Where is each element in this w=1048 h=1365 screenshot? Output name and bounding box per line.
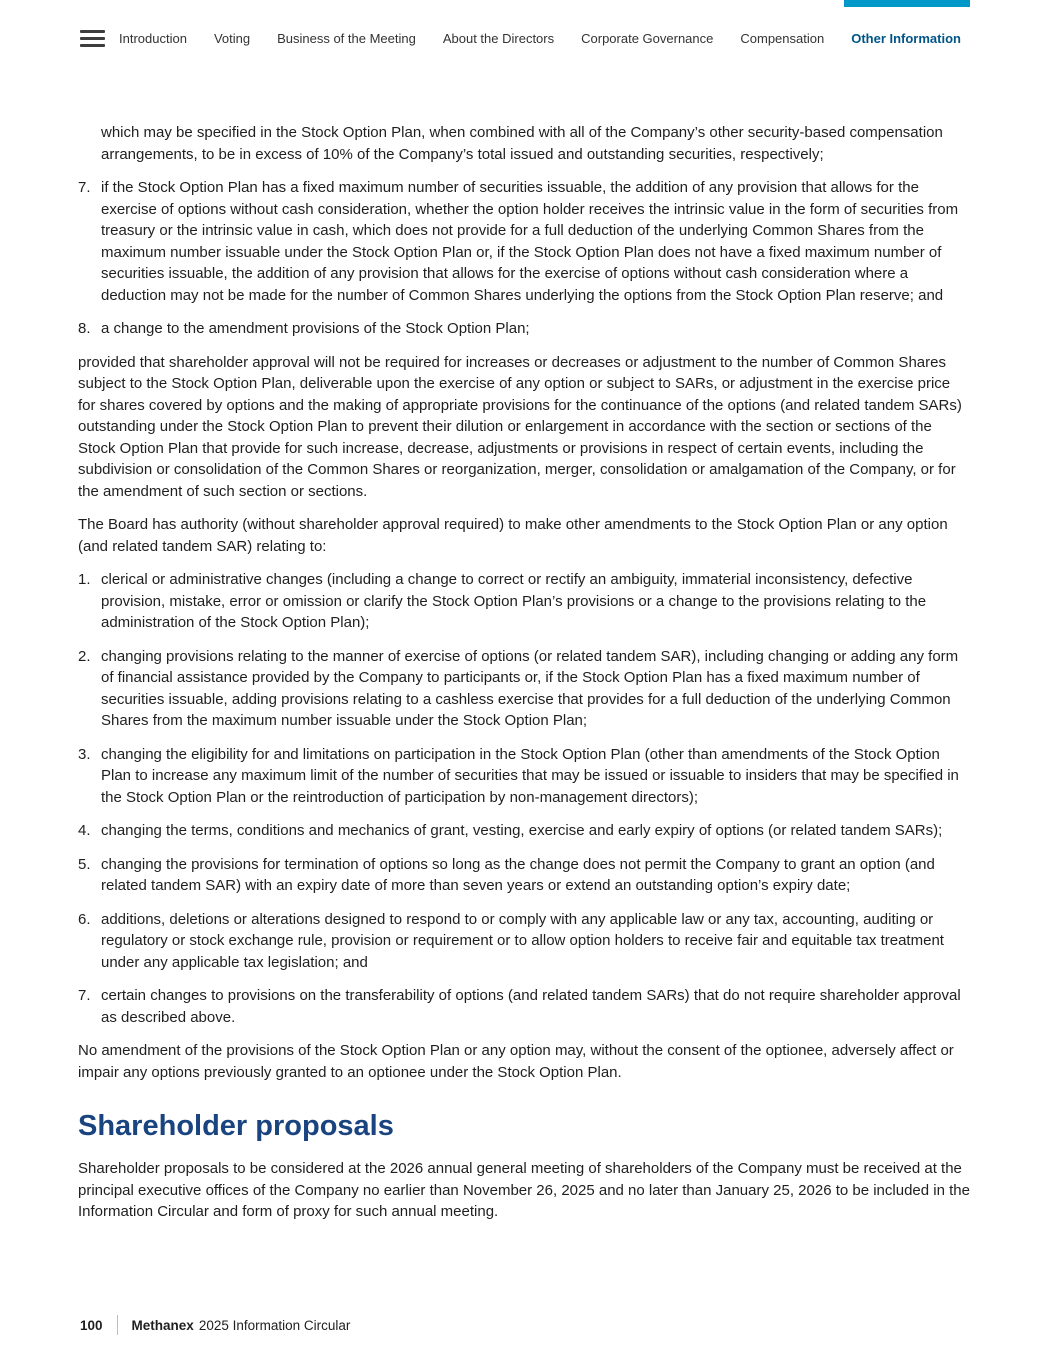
- nav-item-introduction[interactable]: Introduction: [119, 31, 187, 46]
- footer-divider: [117, 1315, 118, 1335]
- nav-item-about-the-directors[interactable]: About the Directors: [442, 31, 555, 46]
- list-item-text: additions, deletions or alterations designed to respond to or comply with any applicable law or any tax, accounting, auditing or regulatory or stock exchange rule, provision or requirement or to allow option holders to receive fair and equitable tax treatment under any applicable tax legislation; and: [101, 910, 944, 971]
- list-item-text: changing the provisions for termination of options so long as the change does not permit the Company to grant an option (and related tandem SAR) with an expiry date of more than seven years or extend an outstanding option’s expiry date;: [101, 855, 935, 894]
- list-item-number: 7.: [78, 179, 91, 196]
- hamburger-menu-icon[interactable]: [80, 30, 105, 47]
- list-item-text: changing the eligibility for and limitations on participation in the Stock Option Plan (other than amendments of the Stock Option Plan to increase any maximum limit of the number of securities that may be issued or issuable to insiders that may be specified in the Stock Option Plan or the reintroduction of participation by non-management directors);: [101, 745, 959, 806]
- list-item-number: 4.: [78, 822, 91, 839]
- list-item-8-amendment: [78, 318, 971, 340]
- nav-item-business-of-the-meeting[interactable]: Business of the Meeting: [277, 31, 416, 46]
- list-item-number: 8.: [78, 320, 91, 337]
- list-item-number: 5.: [78, 855, 91, 873]
- nav-item-corporate-governance[interactable]: Corporate Governance: [581, 31, 714, 46]
- list-item-text: changing provisions relating to the manner of exercise of options (or related tandem SAR), including changing or adding any form of financial assistance provided by the Company to participants or, if the Stock Option Plan has a fixed maximum number of securities issuable, adding provisions relating to a cashless exercise that provides for a full deduction of the underlying Common Shares from the maximum number issuable under the Stock Option Plan;: [101, 647, 959, 729]
- list-item-5-termination: [78, 854, 971, 897]
- list-item-text: if the Stock Option Plan has a fixed maximum number of securities issuable, the addition of any provision that allows for the exercise of options without cash consideration, whether the option holder receives the intrinsic value in the form of securities from treasury or the intrinsic value in cash, which does not provide for a full deduction of the underlying Common Shares from the maximum number issuable under the Stock Option Plan or, if the Stock Option Plan does not have a fixed maximum number of securities issuable, the addition of any provision that allows for the exercise of options without cash consideration where a deduction may not be made for the number of Common Shares underlying the options from the Stock Option Plan reserve; and: [101, 179, 959, 304]
- document-title: 2025 Information Circular: [198, 1317, 351, 1333]
- list-item-text: clerical or administrative changes (including a change to correct or rectify an ambiguity, immaterial inconsistency, defective provision, mistake, error or omission or clarify the Stock Option Plan’s provisions or a change to the provisions relating to the administration of the Stock Option Plan);: [101, 571, 927, 631]
- list-item-text: certain changes to provisions on the transferability of options (and related tandem SARs) that do not require shareholder approval as described above.: [101, 987, 961, 1026]
- top-accent-bar: [844, 0, 970, 7]
- page-number: 100: [80, 1317, 103, 1333]
- list-item-text: changing the terms, conditions and mechanics of grant, vesting, exercise and early expiry of options (or related tandem SARs);: [101, 822, 943, 839]
- list-item-2-exercise-manner: [78, 646, 971, 732]
- list-item-number: 6.: [78, 910, 91, 928]
- nav-item-compensation[interactable]: Compensation: [740, 31, 825, 46]
- brand-name: Methanex: [131, 1317, 194, 1333]
- list-item-1-clerical: [78, 569, 971, 634]
- list-item-7-amendment: [78, 177, 971, 306]
- paragraph-board-authority: The Board has authority (without shareholder approval required) to make other amendments to the Stock Option Plan or any option (and related tandem SAR) relating to:: [78, 516, 948, 555]
- page-footer: [80, 1315, 350, 1335]
- list-item-text: a change to the amendment provisions of the Stock Option Plan;: [101, 320, 530, 337]
- paragraph-shareholder-proposals: Shareholder proposals to be considered at the 2026 annual general meeting of shareholders of the Company must be received at the principal executive offices of the Company no earlier than November 26, 2025 and no later than January 25, 2026 to be included in the Information Circular and form of proxy for such annual meeting.: [78, 1160, 970, 1220]
- list-item-number: 3.: [78, 745, 91, 763]
- list-item-7-transferability: [78, 985, 971, 1028]
- nav-item-voting[interactable]: Voting: [213, 31, 251, 46]
- nav-links: [119, 31, 961, 46]
- nav-item-other-information[interactable]: Other Information: [851, 31, 961, 46]
- page-content: [78, 122, 971, 1235]
- paragraph-provided-shareholder-approval: provided that shareholder approval will not be required for increases or decreases or adjustment to the number of Common Shares subject to the Stock Option Plan, deliverable upon the exercise of any option or subject to SARs, or adjustment in the exercise price for shares covered by options and the making of appropriate provisions for the continuance of the options (and related tandem SARs) outstanding under the Stock Option Plan to prevent their dilution or enlargement in accordance with the section or sections of the Stock Option Plan that provide for such increase, decrease, adjustments or provisions in respect of certain events, including the subdivision or consolidation of the Common Shares or reorganization, merger, consolidation or amalgamation of the Company, or for the amendment of such section or sections.: [78, 353, 962, 500]
- list-item-6-additions-deletions: [78, 909, 971, 974]
- top-navigation: [80, 30, 970, 47]
- list-item-number: 7.: [78, 987, 91, 1004]
- list-item-3-eligibility: [78, 744, 971, 809]
- list-item-4-terms-conditions: [78, 820, 971, 842]
- paragraph-securities-limit-continuation: which may be specified in the Stock Option Plan, when combined with all of the Company’s other security-based compensation arrangements, to be in excess of 10% of the Company’s total issued and outstanding securities, respectively;: [101, 124, 943, 163]
- list-item-number: 1.: [78, 571, 91, 588]
- paragraph-no-amendment: No amendment of the provisions of the Stock Option Plan or any option may, without the consent of the optionee, adversely affect or impair any options previously granted to an optionee under the Stock Option Plan.: [78, 1042, 954, 1081]
- section-heading-shareholder-proposals: Shareholder proposals: [78, 1110, 394, 1142]
- list-item-number: 2.: [78, 647, 91, 665]
